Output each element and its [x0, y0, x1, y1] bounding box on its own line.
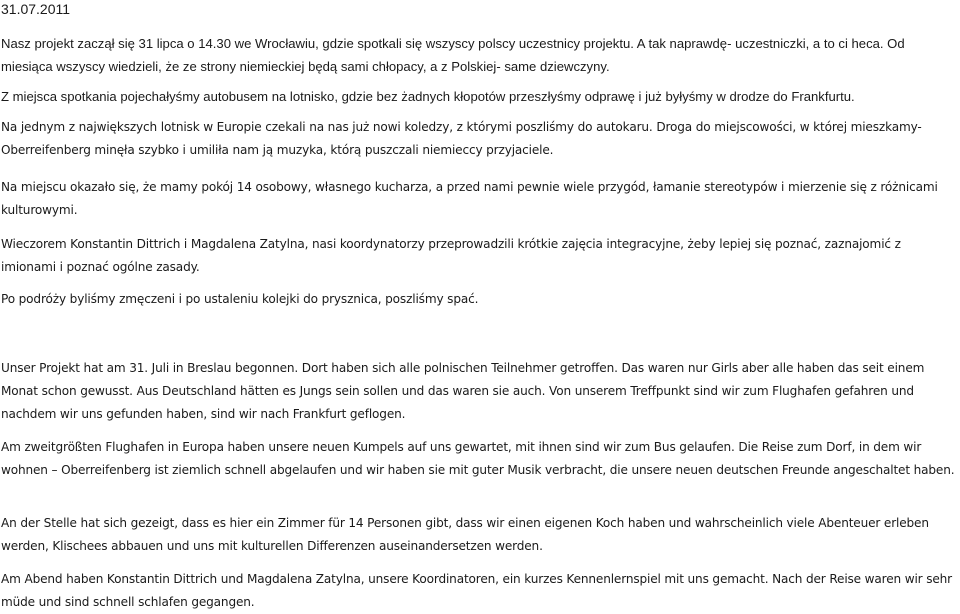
paragraph-pl-6: Po podróży byliśmy zmęczeni i po ustaleniu kolejki do prysznica, poszliśmy spać.	[1, 292, 479, 306]
paragraph-pl-5: Wieczorem Konstantin Dittrich i Magdalena Zatylna, nasi koordynatorzy przeprowadzili krótkie zajęcia integracyjne, żeby lepiej się poznać, zaznajomić z imionami i poznać ogólne zasady.	[1, 237, 901, 274]
paragraph-de-4: Am Abend haben Konstantin Dittrich und Magdalena Zatylna, unsere Koordinatoren, ein kurzes Kennenlernspiel mit uns gemacht. Nach der Reise waren wir sehr müde und sind schnell schlafen gegangen.	[1, 572, 952, 609]
paragraph-pl-1: Nasz projekt zaczął się 31 lipca o 14.30 we Wrocławiu, gdzie spotkali się wszyscy polscy uczestnicy projektu. A tak naprawdę- uczestniczki, a to ci heca. Od miesiąca wszyscy wiedzieli, że ze strony niemieckiej będą sami chłopacy, a z Polskiej- same dziewczyny.	[1, 36, 905, 74]
paragraph-pl-2: Z miejsca spotkania pojechałyśmy autobusem na lotnisko, gdzie bez żadnych kłopotów przeszłyśmy odprawę i już byłyśmy w drodze do Frankfurtu.	[1, 89, 855, 104]
paragraph-pl-4: Na miejscu okazało się, że mamy pokój 14 osobowy, własnego kucharza, a przed nami pewnie wiele przygód, łamanie stereotypów i mierzenie się z różnicami kulturowymi.	[1, 180, 938, 217]
document-date: 31.07.2011	[1, 1, 71, 17]
paragraph-de-3: An der Stelle hat sich gezeigt, dass es hier ein Zimmer für 14 Personen gibt, dass wir einen eigenen Koch haben und wahrscheinlich viele Abenteuer erleben werden, Klischees abbauen und uns mit kulturellen Differenzen auseinandersetzen werden.	[1, 516, 929, 553]
paragraph-de-1: Unser Projekt hat am 31. Juli in Breslau begonnen. Dort haben sich alle polnischen Teilnehmer getroffen. Das waren nur Girls aber alle haben das seit einem Monat schon gewusst. Aus Deutschland hätten es Jungs sein sollen und das waren sie auch. Von unserem Treffpunkt sind wir zum Flughafen gefahren und nachdem wir uns gefunden haben, sind wir nach Frankfurt geflogen.	[1, 361, 925, 421]
paragraph-pl-3: Na jednym z największych lotnisk w Europie czekali na nas już nowi koledzy, z którymi poszliśmy do autokaru. Droga do miejscowości, w której mieszkamy- Oberreifenberg minęła szybko i umiliła nam ją muzyka, którą puszczali niemieccy przyjaciele.	[1, 120, 922, 157]
paragraph-de-2: Am zweitgrößten Flughafen in Europa haben unsere neuen Kumpels auf uns gewartet, mit ihnen sind wir zum Bus gelaufen. Die Reise zum Dorf, in dem wir wohnen – Oberreifenberg ist ziemlich schnell abgelaufen und wir haben sie mit guter Musik verbracht, die unsere neuen deutschen Freunde angeschaltet haben.	[1, 440, 955, 477]
